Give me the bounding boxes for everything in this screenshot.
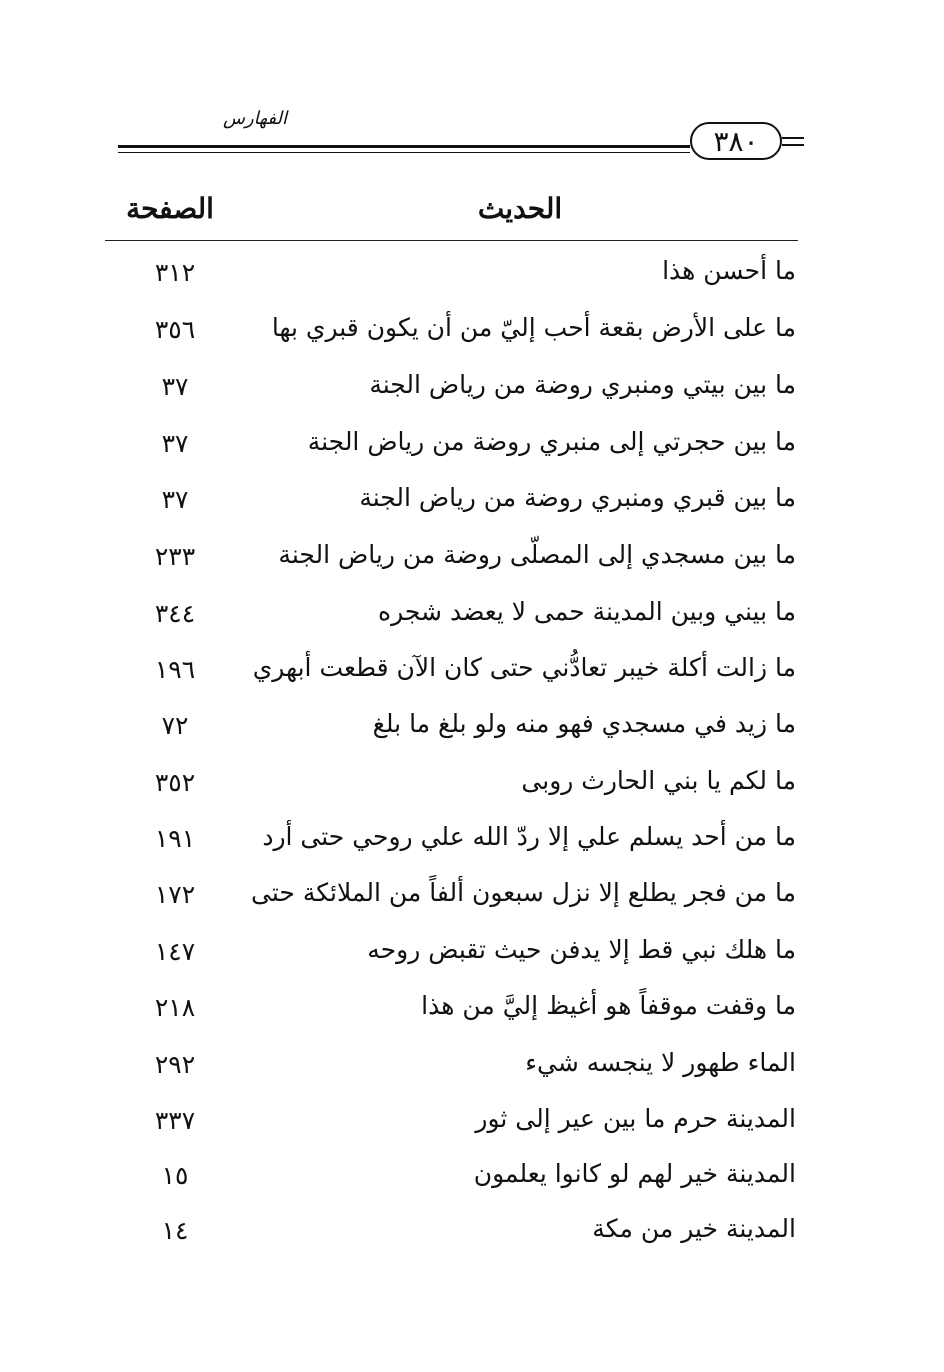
index-entry: [100, 1042, 800, 1092]
page-reference: ٣٧: [161, 372, 189, 401]
page-reference: ١٩٦: [154, 655, 196, 684]
page-reference: ٣٥٦: [154, 315, 196, 344]
page-reference: ٢١٨: [154, 993, 196, 1022]
page-reference: ١٤٧: [154, 937, 196, 966]
index-entry: [100, 760, 800, 810]
page-reference: ١٩١: [154, 824, 196, 853]
page-reference: ٧٢: [161, 711, 189, 740]
index-entry: [100, 647, 800, 697]
page-reference: ٣٧: [161, 429, 189, 458]
page-reference: ٣٣٧: [154, 1106, 196, 1135]
index-entry: [100, 816, 800, 866]
index-entry: [100, 985, 800, 1035]
hadith-text: ما على الأرض بقعة أحب إليّ من أن يكون قبري بها: [271, 313, 796, 342]
index-entry: [100, 307, 800, 357]
hadith-text: المدينة حرم ما بين عير إلى ثور: [475, 1104, 796, 1133]
page-reference: ١٤: [161, 1216, 189, 1245]
hadith-text: ما من أحد يسلم علي إلا ردّ الله علي روحي حتى أرد: [262, 822, 796, 851]
column-heading-page: الصفحة: [126, 192, 214, 225]
page-reference: ٣٤٤: [154, 599, 196, 628]
page-reference: ٢٣٣: [154, 542, 196, 571]
hadith-text: ما وقفت موقفاً هو أغيظ إليَّ من هذا: [421, 991, 796, 1020]
index-entry: [100, 591, 800, 641]
page-reference: ٣٧: [161, 485, 189, 514]
index-entry: [100, 1098, 800, 1148]
hadith-text: ما أحسن هذا: [662, 256, 796, 285]
index-entry: [100, 534, 800, 584]
hadith-text: ما بين قبري ومنبري روضة من رياض الجنة: [359, 483, 796, 512]
index-entry: [100, 929, 800, 979]
hadith-text: ما هلك نبي قط إلا يدفن حيث تقبض روحه: [367, 935, 796, 964]
page-reference: ١٧٢: [154, 880, 196, 909]
hadith-text: ما بين حجرتي إلى منبري روضة من رياض الجنة: [307, 427, 796, 456]
column-heading-hadith: الحديث: [477, 192, 563, 225]
index-entry: [100, 703, 800, 753]
hadith-text: ما بين مسجدي إلى المصلّى روضة من رياض الجنة: [278, 540, 796, 569]
hadith-text: ما زيد في مسجدي فهو منه ولو بلغ ما بلغ: [372, 709, 796, 738]
index-entry: [100, 364, 800, 414]
index-entry: [100, 421, 800, 471]
hadith-text: المدينة خير لهم لو كانوا يعلمون: [473, 1159, 796, 1188]
index-entry: [100, 1208, 800, 1258]
index-entry: [100, 250, 800, 300]
section-title: الفهارس: [222, 108, 288, 129]
page-reference: ٣٥٢: [154, 768, 196, 797]
hadith-text: ما بيني وبين المدينة حمى لا يعضد شجره: [378, 597, 796, 626]
hadith-text: ما لكم يا بني الحارث روبى: [521, 766, 796, 795]
page-reference: ٣١٢: [154, 258, 196, 287]
index-entry: [100, 477, 800, 527]
hadith-text: الماء طهور لا ينجسه شيء: [525, 1048, 796, 1077]
hadith-text: المدينة خير من مكة: [592, 1214, 796, 1243]
hadith-text: ما بين بيتي ومنبري روضة من رياض الجنة: [369, 370, 796, 399]
index-entry: [100, 872, 800, 922]
hadith-text: ما من فجر يطلع إلا نزل سبعون ألفاً من الملائكة حتى: [251, 878, 796, 907]
index-entry: [100, 1153, 800, 1203]
page-reference: ١٥: [161, 1161, 189, 1190]
page-reference: ٢٩٢: [154, 1050, 196, 1079]
page-number: ٣٨٠: [713, 125, 759, 158]
hadith-text: ما زالت أكلة خيبر تعادُّني حتى كان الآن قطعت أبهري: [252, 653, 796, 682]
